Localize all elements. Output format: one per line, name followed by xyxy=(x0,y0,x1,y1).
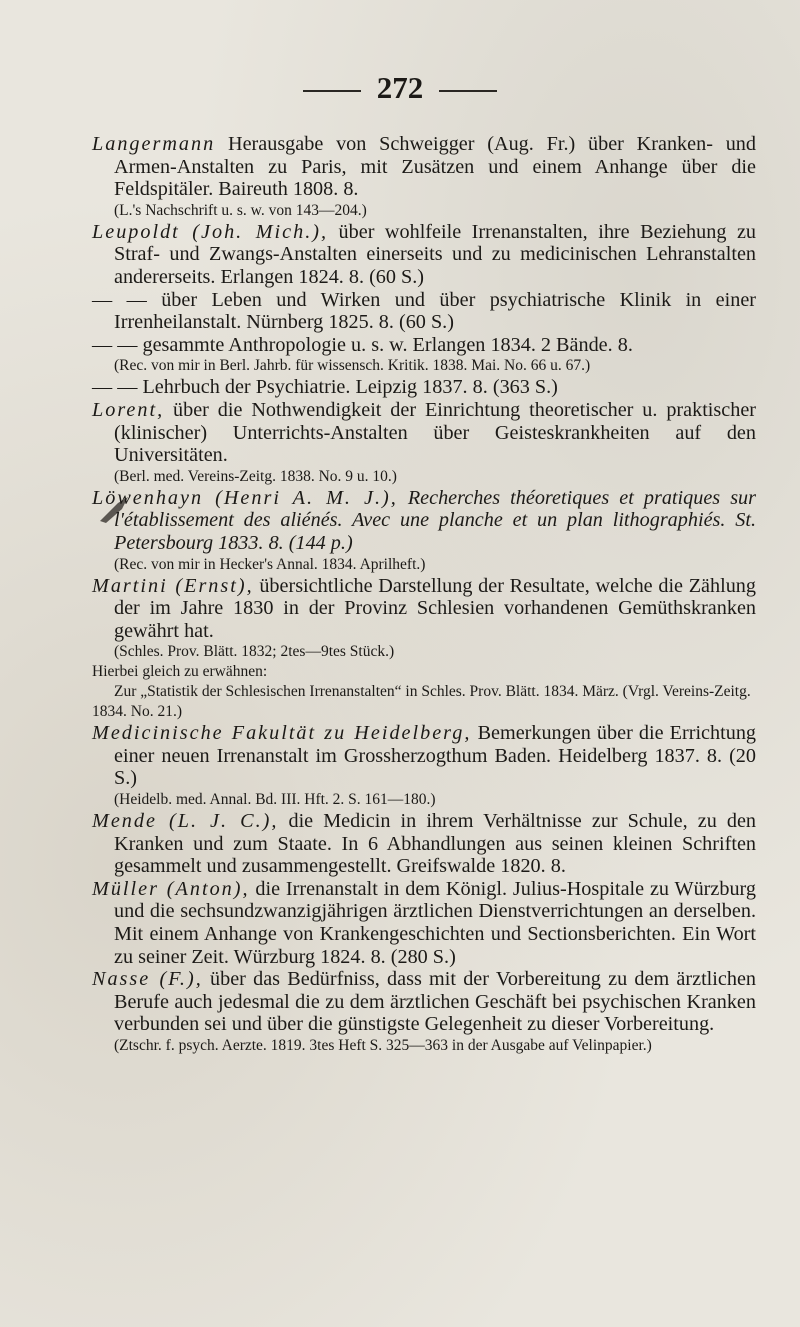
entry-note: (Heidelb. med. Annal. Bd. III. Hft. 2. S. 161—180.) xyxy=(114,791,436,809)
entry-leupoldt-4 xyxy=(92,376,756,399)
entry-langermann xyxy=(92,133,756,221)
entry-text: über die Nothwendigkeit der Einrichtung theoretischer u. praktischer (klinischer) Unterrichts-Anstalten über Geisteskrankheiten auf den Universitäten. xyxy=(114,398,757,467)
entry-author: Medicinische Fakultät zu Heidelberg, xyxy=(92,722,472,745)
entry-author: — — xyxy=(92,333,138,356)
entry-text: die Medicin in ihrem Verhältnisse zur Schule, zu den Kranken und zum Staate. In 6 Abhandlungen aus seinen kleinen Schriften gesammelt und zusammengestellt. Greifswalde 1820. 8. xyxy=(114,810,756,878)
entry-note: Hierbei gleich zu erwähnen: xyxy=(92,663,268,681)
page-header xyxy=(0,70,800,106)
entry-author: Löwenhayn (Henri A. M. J.), xyxy=(92,486,398,509)
entry-note: (Rec. von mir in Berl. Jahrb. für wissensch. Kritik. 1838. Mai. No. 66 u. 67.) xyxy=(114,357,591,375)
entry-author: Mende (L. J. C.), xyxy=(92,810,279,833)
entry-martini xyxy=(92,575,756,723)
entry-text: über wohlfeile Irrenanstalten, ihre Beziehung zu Straf- und Zwangs-Anstalten einerseits und zu medicinischen Lehranstalten andererseits. Erlangen 1824. 8. (60 S.) xyxy=(114,220,756,288)
page-number: 272 xyxy=(376,70,424,105)
entry-nasse xyxy=(92,968,756,1056)
entry-text: Lehrbuch der Psychiatrie. Leipzig 1837. 8. (363 S.) xyxy=(142,376,558,399)
entry-author: Lorent, xyxy=(92,398,165,421)
entry-note: (Ztschr. f. psych. Aerzte. 1819. 3tes Heft S. 325—363 in der Ausgabe auf Velinpapier.) xyxy=(114,1037,652,1054)
header-rule-left xyxy=(303,90,361,92)
entry-leupoldt-3 xyxy=(92,334,756,377)
entry-author: Martini (Ernst), xyxy=(92,574,254,597)
entry-mueller xyxy=(92,878,756,968)
entry-lorent xyxy=(92,399,756,487)
entry-text: übersichtliche Darstellung der Resultate, welche die Zählung der im Jahre 1830 in der Provinz Schlesien vorhandenen Gemüthskranken gewährt hat. xyxy=(114,574,756,642)
entry-mende xyxy=(92,810,756,878)
entry-loewenhayn xyxy=(92,487,756,575)
entry-note: Zur „Statistik der Schlesischen Irrenanstalten“ in Schles. Prov. Blätt. 1834. März. (Vrgl. Vereins-Zeitg. 1834. No. 21.) xyxy=(92,683,751,721)
entry-text: gesammte Anthropologie u. s. w. Erlangen 1834. 2 Bände. 8. xyxy=(142,333,633,356)
entry-note: (Schles. Prov. Blätt. 1832; 2tes—9tes Stück.) xyxy=(114,643,395,661)
entry-note: (Rec. von mir in Hecker's Annal. 1834. Aprilheft.) xyxy=(114,555,426,573)
entry-author: — — xyxy=(92,288,147,311)
entry-text: Bemerkungen über die Errichtung einer neuen Irrenanstalt im Grossherzogthum Baden. Heidelberg 1837. 8. (20 S.) xyxy=(114,722,757,790)
entry-author: Leupoldt (Joh. Mich.), xyxy=(92,220,329,243)
entry-text: Herausgabe von Schweigger (Aug. Fr.) über Kranken- und Armen-Anstalten zu Paris, mit Zusätzen und einem Anhange über die Feldspitäler. Baireuth 1808. 8. xyxy=(114,133,756,201)
entry-text: über das Bedürfniss, dass mit der Vorbereitung zu dem ärztlichen Berufe auch jedesmal die zu dem ärztlichen Geschäft bei psychischen Kranken verbunden sei und über die günstigste Gelegenheit zu dieser Vorbereitung. xyxy=(114,968,757,1036)
entry-text: über Leben und Wirken und über psychiatrische Klinik in einer Irrenheilanstalt. Nürnberg 1825. 8. (60 S.) xyxy=(114,288,757,334)
header-rule-right xyxy=(439,90,497,92)
entry-text: Recherches théoretiques et pratiques sur l'établissement des aliénés. Avec une planche et un plan lithographiés. St. Petersbourg 1833. 8. (144 p.) xyxy=(114,486,757,554)
entry-author: Langermann xyxy=(92,133,216,155)
entry-author: Nasse (F.), xyxy=(92,968,203,991)
entry-text: die Irrenanstalt in dem Königl. Julius-Hospitale zu Würzburg und die sechsundzwanzigjährigen ärztlichen Dienstverrichtungen an derselben. Mit einem Anhange von Krankengeschichten und Sectionsberichten. Ein Wort zu seiner Zeit. Würzburg 1824. 8. (280 S.) xyxy=(114,877,756,968)
entry-leupoldt xyxy=(92,221,756,289)
entry-author: — — xyxy=(92,376,138,399)
entry-note: (L.'s Nachschrift u. s. w. von 143—204.) xyxy=(114,201,367,219)
bibliography-list xyxy=(92,133,756,1056)
entry-note: (Berl. med. Vereins-Zeitg. 1838. No. 9 u. 10.) xyxy=(114,467,397,485)
entry-author: Müller (Anton), xyxy=(92,877,250,900)
entry-leupoldt-2 xyxy=(92,289,756,334)
entry-heidelberg xyxy=(92,722,756,810)
